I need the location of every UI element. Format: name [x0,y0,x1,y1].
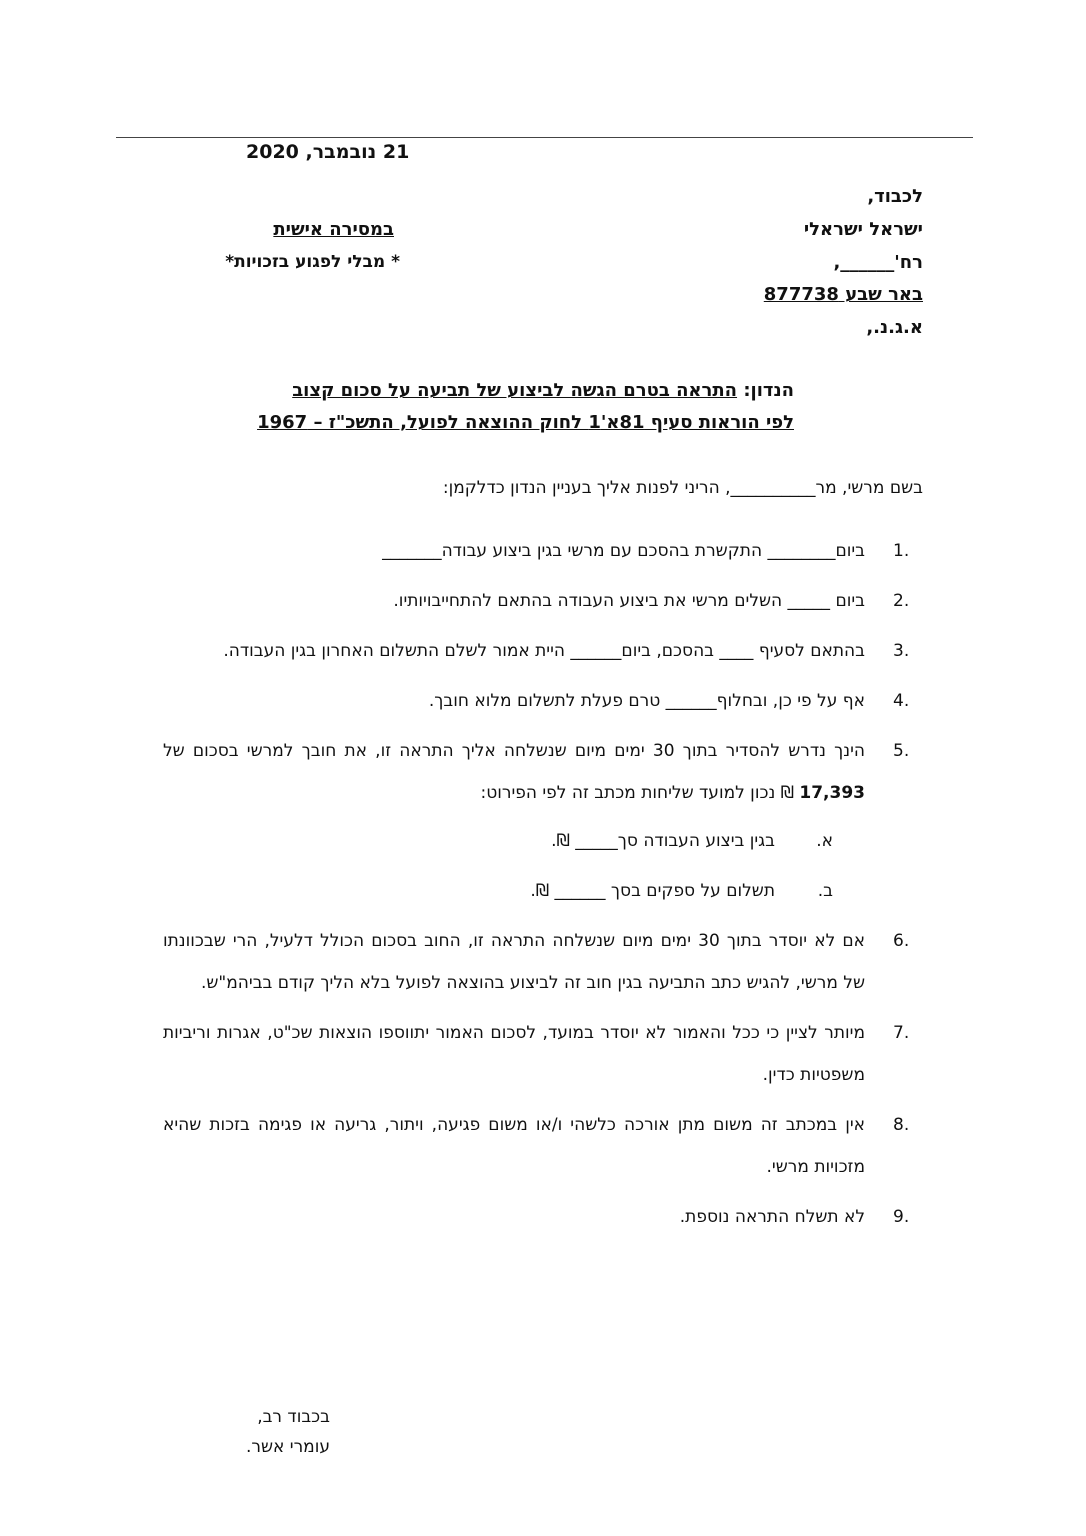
list-item: 3. בהתאם לסעיף ____ בהסכם, ביום______ היית אמור לשלם התשלום האחרון בגין העבודה. [223,641,910,661]
top-rule [116,137,973,138]
subject-title: התראה בטרם הגשה לביצוע של תביעה על סכום קצוב [292,380,738,401]
list-item: 8. אין במכתב זה משום מתן אורכה כלשהי ו/או משום פגיעה, ויתור, גריעה או פגימה בזכות שהיא מזכויות מרשי. [163,1115,910,1177]
signer-name: עומרי אשר. [245,1437,330,1457]
list-item: 2. ביום _____ השלים מרשי את ביצוע העבודה בהתאם להתחייבויותיו. [393,591,910,611]
intro-paragraph: בשם מרשי, מר__________, הריני לפנות אליך בעניין הנדון כדלקמן: [442,478,923,498]
recipient-name: ישראל ישראלי [803,219,923,240]
sub-item: ב. תשלום על ספקים בסך ______ ₪. [530,881,833,901]
list-item: 7. מיותר לציין כי ככל והאמור לא יוסדר במועד, לסכום האמור יתווספו הוצאות שכ"ט, אגרות וריביות משפטיות כדין. [163,1023,910,1085]
without-prejudice: * מבלי לפגוע בזכויות* [225,252,400,272]
sub-item: א. בגין ביצוע העבודה סך_____ ₪. [551,831,833,851]
subject-line-1 [292,380,794,401]
subject-label: הנדון: [743,380,794,401]
closing: בכבוד רב, [257,1407,330,1427]
list-item: 5. הינך נדרש להסדיר בתוך 30 ימים מיום שנשלחה אליך התראה זו, את חובך למרשי בסכום של 17,393 ₪ נכון למועד שליחות מכתב זה לפי הפירוט: [163,741,910,803]
recipient-city: באר שבע 877738 [763,284,923,305]
numbered-list [163,530,923,1238]
debt-amount: 17,393 [799,783,865,803]
letter-date: 21 נובמבר, 2020 [246,141,410,163]
subject-line-2: לפי הוראות סעיף 81א'1 לחוק ההוצאה לפועל, התשכ"ז – 1967 [257,412,794,433]
recipient-honorific: לכבוד, [867,186,923,207]
list-item: 9. לא תשלח התראה נוספת. [679,1207,910,1227]
recipient-street: רח'______, [833,252,923,273]
list-item: 4. אף על פי כן, ובחלוף______ טרם פעלת לתשלום מלוא חובך. [428,691,910,711]
greeting: א.ג.נ., [866,317,923,338]
sub-list [163,820,923,912]
delivery-method: במסירה אישית [273,219,394,240]
list-item: 1. ביום________ התקשרת בהסכם עם מרשי בגין ביצוע עבודה_______ [382,541,910,561]
list-item: 6. אם לא יוסדר בתוך 30 ימים מיום שנשלחה התראה זו, החוב בסכום הכולל דלעיל, הרי שבכוונתו של מרשי, להגיש כתב התביעה בגין חוב זה לביצוע בהוצאה לפועל בלא הליך קודם בביהמ"ש. [163,931,910,993]
